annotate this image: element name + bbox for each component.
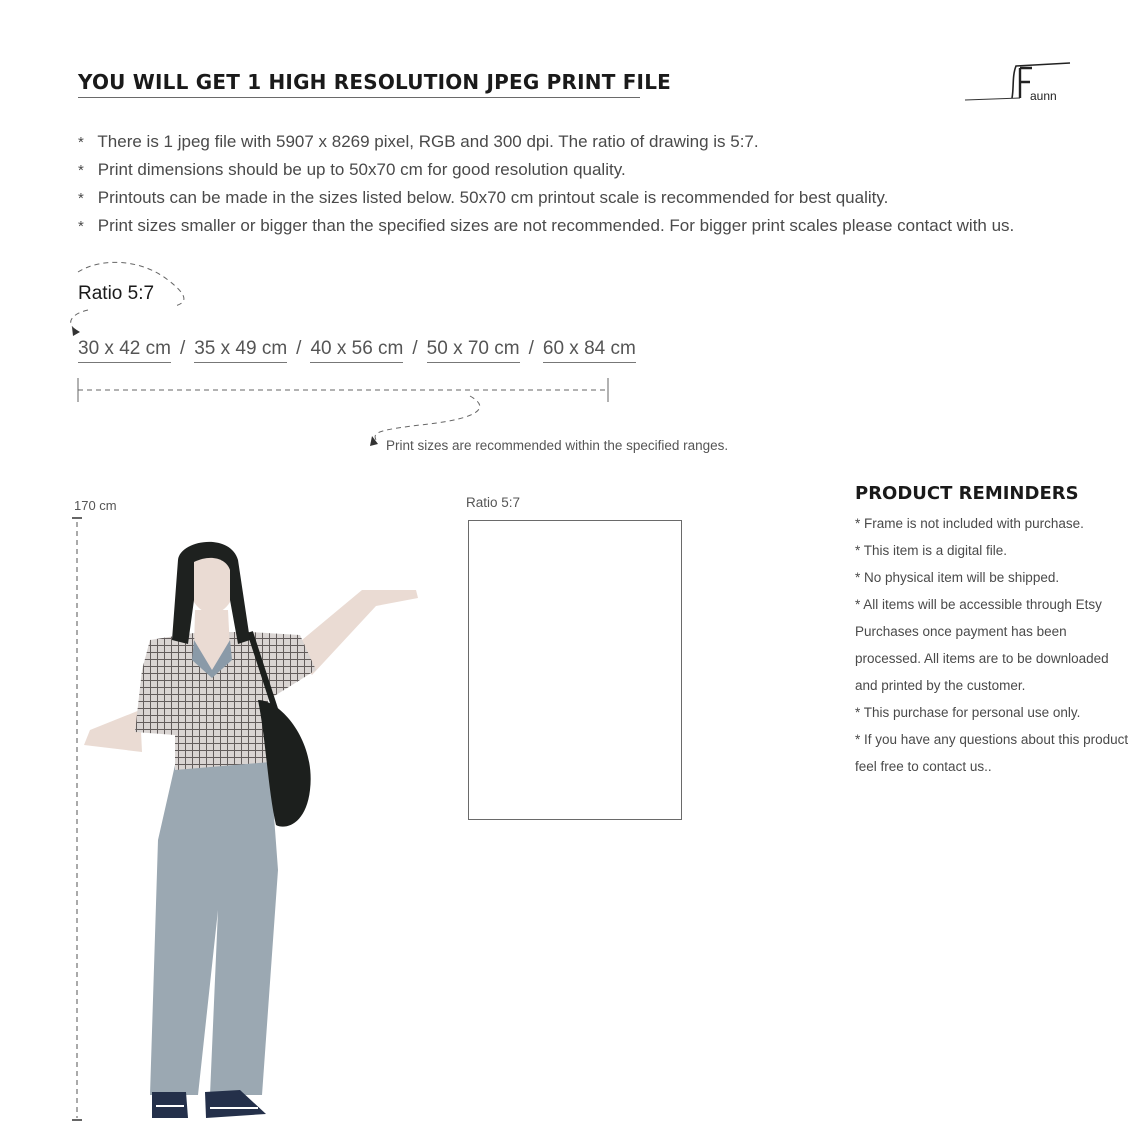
reminder-item: * If you have any questions about this product feel free to contact us.. [855, 732, 1129, 774]
reminder-item: * This purchase for personal use only. [855, 705, 1081, 720]
print-size: 35 x 49 cm [194, 338, 287, 363]
info-bullet: * Printouts can be made in the sizes listed below. 50x70 cm printout scale is recommended for best quality. [78, 184, 1098, 212]
info-bullet: * There is 1 jpeg file with 5907 x 8269 pixel, RGB and 300 dpi. The ratio of drawing is 5:7. [78, 128, 1098, 156]
page-title: YOU WILL GET 1 HIGH RESOLUTION JPEG PRINT FILE [78, 70, 640, 98]
size-separator: / [528, 338, 534, 359]
print-size: 40 x 56 cm [310, 338, 403, 363]
print-size: 60 x 84 cm [543, 338, 636, 363]
svg-text:aunn: aunn [1030, 89, 1057, 103]
info-bullet: * Print dimensions should be up to 50x70 cm for good resolution quality. [78, 156, 1098, 184]
asterisk-icon: * [78, 134, 84, 151]
brand-logo [960, 58, 1085, 108]
asterisk-icon: * [78, 162, 84, 179]
reminder-item: * Frame is not included with purchase. [855, 516, 1084, 531]
woman-scale-figure [80, 540, 440, 1130]
size-separator: / [296, 338, 302, 359]
size-separator: / [179, 338, 186, 359]
asterisk-icon: * [78, 218, 84, 235]
size-separator: / [412, 338, 418, 359]
print-size: 50 x 70 cm [427, 338, 520, 363]
ratio-label: Ratio 5:7 [78, 283, 155, 304]
reminders-title: PRODUCT REMINDERS [855, 483, 1079, 504]
reminders-list [855, 510, 1130, 780]
print-frame-preview [468, 520, 682, 820]
height-label: 170 cm [74, 498, 117, 513]
print-size: 30 x 42 cm [78, 338, 171, 363]
frame-ratio-label: Ratio 5:7 [466, 495, 521, 510]
reminder-item: * All items will be accessible through Etsy Purchases once payment has been processed. All items are to be downloaded and printed by the customer. [855, 597, 1109, 693]
info-bullet: * Print sizes smaller or bigger than the specified sizes are not recommended. For bigger print scales please contact with us. [78, 212, 1098, 240]
range-note: Print sizes are recommended within the specified ranges. [386, 438, 729, 453]
info-bullet-list [78, 128, 1098, 240]
reminder-item: * No physical item will be shipped. [855, 570, 1060, 585]
asterisk-icon: * [78, 190, 84, 207]
reminder-item: * This item is a digital file. [855, 543, 1008, 558]
print-size-list [78, 338, 636, 363]
